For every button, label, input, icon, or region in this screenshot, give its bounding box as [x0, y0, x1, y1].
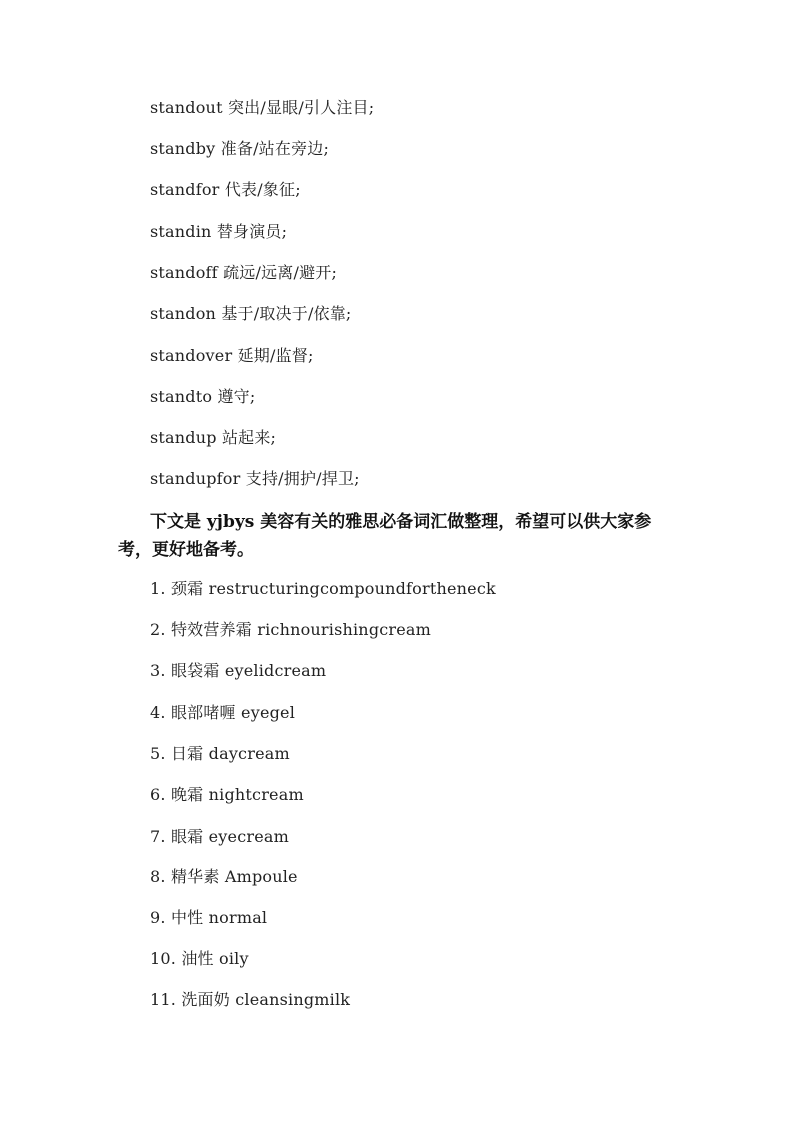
vocab-line-standout: standout 突出/显眼/引人注目; [150, 98, 375, 117]
vocab-line-standin: standin 替身演员; [150, 222, 288, 241]
vocab-line-standup: standup 站起来; [150, 428, 277, 447]
vocab-line-standupfor: standupfor 支持/拥护/捍卫; [150, 469, 360, 488]
vocab-line-standto: standto 遵守; [150, 387, 256, 406]
beauty-term-7: 7. 眼霜 eyecream [150, 827, 290, 846]
beauty-term-10: 10. 油性 oily [150, 949, 249, 968]
beauty-term-11: 11. 洗面奶 cleansingmilk [150, 990, 351, 1009]
vocab-line-standoff: standoff 疏远/远离/避开; [150, 263, 338, 282]
beauty-term-2: 2. 特效营养霜 richnourishingcream [150, 620, 432, 639]
beauty-term-6: 6. 晚霜 nightcream [150, 785, 304, 804]
beauty-term-8: 8. 精华素 Ampoule [150, 867, 298, 886]
vocab-line-standby: standby 准备/站在旁边; [150, 139, 330, 158]
vocab-line-standon: standon 基于/取决于/依靠; [150, 304, 352, 323]
vocab-line-standfor: standfor 代表/象征; [150, 180, 301, 199]
intro-paragraph [118, 508, 678, 564]
beauty-term-3: 3. 眼袋霜 eyelidcream [150, 661, 327, 680]
beauty-term-9: 9. 中性 normal [150, 908, 268, 927]
beauty-term-4: 4. 眼部啫喱 eyegel [150, 703, 296, 722]
beauty-term-5: 5. 日霜 daycream [150, 744, 290, 763]
intro-paragraph-text: 下文是 yjbys 美容有关的雅思必备词汇做整理，希望可以供大家参考，更好地备考。 [118, 512, 652, 560]
vocab-line-standover: standover 延期/监督; [150, 346, 314, 365]
beauty-term-1: 1. 颈霜 restructuringcompoundfortheneck [150, 579, 496, 598]
